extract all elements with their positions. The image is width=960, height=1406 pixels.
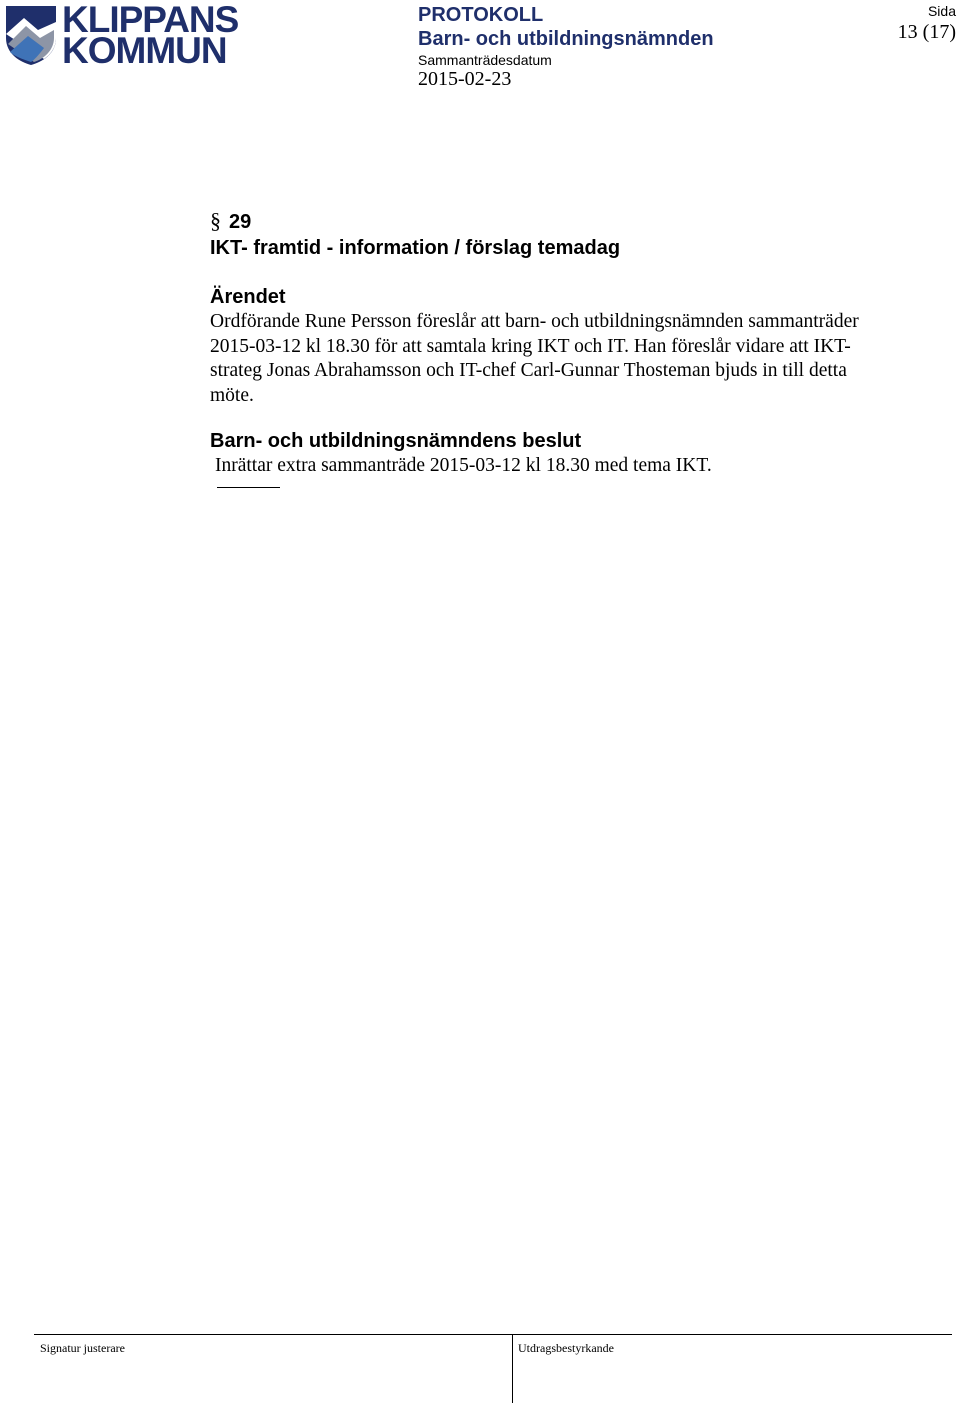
arendet-heading: Ärendet (210, 286, 286, 308)
utdragsbestyrkande-label: Utdragsbestyrkande (518, 1341, 614, 1355)
board-name: Barn- och utbildningsnämnden (418, 28, 714, 50)
logo-line-2: KOMMUN (62, 30, 227, 71)
beslut-text: Inrättar extra sammanträde 2015-03-12 kl 18.30 med tema IKT. (215, 455, 712, 476)
item-title: IKT- framtid - information / förslag temadag (210, 237, 621, 259)
protocol-item (210, 208, 920, 488)
paragraph-number: 29 (229, 211, 252, 233)
logo-line-1: KLIPPANS (62, 0, 239, 40)
arendet-text (210, 310, 920, 408)
arendet-line: möte. (210, 384, 254, 406)
shield-logo-icon (4, 4, 58, 66)
footer-divider (512, 1335, 513, 1403)
arendet-line: 2015-03-12 kl 18.30 för att samtala kring IKT och IT. Han föreslår vidare att IKT- (210, 335, 851, 357)
signature-footer (34, 1334, 952, 1403)
logo-wordmark (62, 0, 239, 71)
beslut-heading: Barn- och utbildningsnämndens beslut (210, 430, 582, 452)
arendet-line: Ordförande Rune Persson föreslår att barn- och utbildningsnämnden sammanträder (210, 311, 859, 332)
page-number: 13 (17) (897, 21, 956, 43)
meeting-date-label: Sammanträdesdatum (418, 52, 552, 68)
meeting-date: 2015-02-23 (418, 68, 512, 90)
document-type: PROTOKOLL (418, 4, 544, 26)
page-label: Sida (927, 3, 956, 19)
arendet-line: strateg Jonas Abrahamsson och IT-chef Carl-Gunnar Thosteman bjuds in till detta (210, 360, 847, 381)
paragraph-sign: § (210, 208, 221, 233)
end-divider (217, 487, 280, 488)
signatur-justerare-label: Signatur justerare (40, 1341, 125, 1355)
paragraph-number-line (210, 208, 920, 235)
municipality-logo (4, 0, 239, 71)
